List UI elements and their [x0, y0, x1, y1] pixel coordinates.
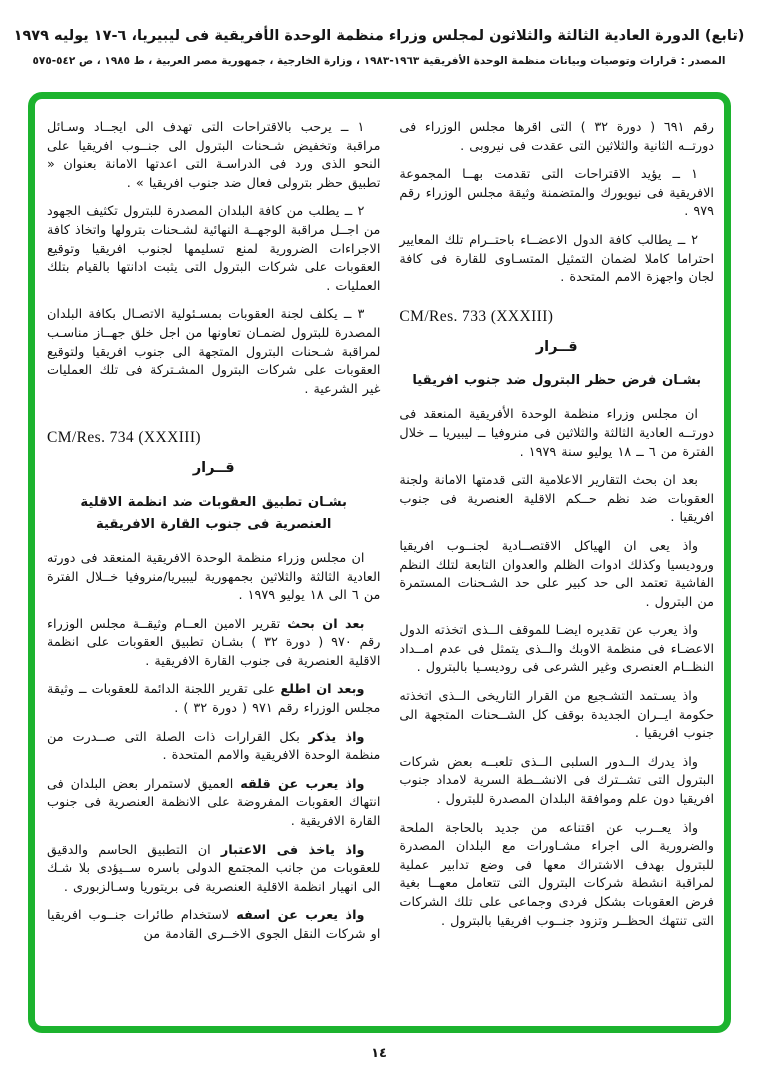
paragraph: واذ يعــرب عن اقتناعه من جديد بالحاجة الملحة والضرورية الى اجراء مشـاورات مع البلدان المصدرة للبترول بهدف الاشتراك معها فى وضع تدابير عملية لمراقبة انشطة شركات البترول التى تتعامل معهــا بغية فرض العقوبات بشكل فردى وجماعى على تلك الشركات التى تنتهك الحظــر وتزود جنــوب افريقيا بالبترول .	[399, 820, 714, 929]
paragraph	[47, 842, 380, 898]
paragraph: ١ ــ يؤيد الاقتراحات التى تقدمت بهــا المجموعة الافريقية فى نيويورك والمتضمنة وثيقة مجلس الوزراء رقم ٩٧٩ .	[399, 167, 714, 220]
session-title: (تابع) الدورة العادية الثالثة والثلاثون لمجلس وزراء منظمة الوحدة الأفريقية فى ليبيريا، ٦-١٧ يوليه ١٩٧٩	[13, 28, 745, 44]
resolution-title: قــرار	[535, 338, 578, 355]
page-number: ١٤	[371, 1046, 387, 1061]
paragraph: ان مجلس وزراء منظمة الوحدة الافريقية المنعقد فى دورته العادية الثالثة والثلاثين بجمهورية ليبيريا/منروفيا خــلال الفترة من ٦ الى ١٨ يوليو ١٩٧٩ .	[47, 550, 381, 604]
paragraph-body: ان التطبيق الحاسم والدقيق للعقوبات من جانب المجتمع الدولى باسره ســيؤدى بلا شـك الى انهيار انظمة الاقلية العنصرية فى بريتوريا وسـالزبورى .	[47, 842, 381, 895]
paragraph	[47, 729, 380, 766]
paragraph: ١ ــ يرحب بالاقتراحات التى تهدف الى ايجــاد وسـائل مراقبة وتخفيض شـحنات البترول الى جنــوب افريقيا على النحو الذى ورد فى الدراسـة التى اعدتها الامانة بعنوان « تطبيق حظر بترولى فعال ضد جنوب افريقيا » .	[47, 120, 381, 191]
resolution-title: قــرار	[192, 460, 235, 477]
paragraph: ان مجلس وزراء منظمة الوحدة الأفريقية المنعقد فى دورتــه العادية الثالثة والثلاثين فى منروفيا ــ ليبيريا ــ خلال الفترة من ٦ ــ ١٨ يوليو سنة ١٩٧٩ .	[399, 407, 714, 460]
column-left	[47, 119, 380, 1016]
paragraph	[47, 616, 380, 672]
paragraph: بعد ان بحث التقارير الاعلامية التى قدمتها الامانة ولجنة العقوبات ضد نظم حــكم الاقلية العنصرية فى جنوب افريقيا .	[399, 473, 714, 526]
page-header	[0, 26, 758, 67]
subtitle-line: العنصرية فى جنوب القارة الافريقية	[95, 516, 332, 532]
paragraph: واذ يعى ان الهياكل الاقتصــادية لجنــوب افريقيا وروديسيا وكذلك ادوات الظلم والعدوان التابعة لتلك النظم الفاشية تعتمد الى حد كبير على حد الشـحنات المستمرة من البترول .	[399, 538, 714, 610]
paragraph: ٢ ــ يطالب كافة الدول الاعضــاء باحتــرام تلك المعايير احتراما كاملا لضمان التمثيل المتسـاوى للقارة فى كافة لجان واجهزة الامم المتحدة .	[399, 232, 714, 286]
paragraph-body: لاستخدام طائرات جنــوب افريقيا او شركات النقل الجوى الاخــرى القادمة من	[47, 908, 381, 942]
resolution-reference: CM/Res. 734 (XXXIII)	[47, 429, 201, 447]
paragraph-body: بكل القرارات ذات الصلة التى صــدرت من منظمة الوحدة الافريقية والامم المتحدة .	[47, 729, 381, 764]
paragraph: ٢ ــ يطلب من كافة البلدان المصدرة للبترول تكثيف الجهود من اجــل مراقبة الوجهــة النهائية لشـحنات بترولها واتخاذ كافة الاجراءات الضرورية لمنع تسليمها لجنوب افريقيا وتوقيع العقوبات على شركات البترول التى يثبت ادانتها بالقيام بتلك العمليات .	[47, 204, 381, 294]
paragraph-body: على تقرير اللجنة الدائمة للعقوبات ــ وثيقة مجلس الوزراء رقم ٩٧١ ( دورة ٣٢ ) .	[47, 682, 381, 717]
resolution-reference: CM/Res. 733 (XXXIII)	[399, 307, 554, 325]
paragraph-lead: بعد ان بحث	[287, 616, 365, 632]
column-right	[399, 119, 714, 1016]
paragraph: واذ يعرب عن تقديره ايضـا للموقف الــذى اتخذته الدول الاعضـاء فى منظمة الاوبك والــذى يتمثل فى عدم امــداد النظــام العنصرى وغير الشرعى فى روديسـيا بالبترول .	[399, 623, 714, 676]
green-border-frame	[28, 92, 731, 1033]
paragraph: واذ يدرك الــدور السلبى الــذى تلعبــه بعض شركات البترول التى تشــترك فى الانشــطة السرية لامداد جنوب افريقيا دون علم وموافقة البلدان المصدرة للبترول .	[399, 754, 714, 808]
resolution-subtitle	[47, 492, 380, 536]
paragraph	[47, 776, 380, 832]
paragraph	[47, 681, 380, 718]
paragraph-lead: وبعد ان اطلع	[280, 682, 365, 698]
paragraph: رقم ٦٩١ ( دورة ٣٢ ) التى اقرها مجلس الوزراء فى دورتــه الثانية والثلاثين التى عقدت فى نيروبى .	[399, 120, 714, 154]
paragraph-lead: واذ ياخذ فى الاعتبار	[220, 842, 365, 858]
subtitle-line: بشـان تطبيق العقوبات ضد انظمة الاقلية	[80, 494, 347, 510]
paragraph: ٣ ــ يكلف لجنة العقوبات بمسـئولية الاتصـال بكافة البلدان المصدرة للبترول لضمـان تعاونها من اجل خلق جهــاز مناسـب لمراقبة شـحنات البترول المتجهة الى جنوب افريقيا ولتوقيع العقوبات على شركات البترول المشـتركة فى تلك العمليات غير الشرعية .	[47, 307, 381, 397]
paragraph-lead: واذ يعرب عن اسفه	[236, 908, 365, 924]
paragraph-lead: واذ يعرب عن قلقه	[240, 776, 365, 792]
source-citation: المصدر : قرارات وتوصيات وبيانات منظمة الوحدة الأفريقية ١٩٦٣-١٩٨٣ ، وزارة الخارجية ، جمهورية مصر العربية ، ط ١٩٨٥ ، ص ٥٤٢-٥٧٥	[32, 55, 726, 67]
paragraph	[47, 907, 380, 944]
resolution-subtitle: بشـان فرض حظر البترول ضد جنوب افريقيا	[412, 373, 702, 389]
paragraph-body: العميق لاستمرار بعض البلدان فى انتهاك العقوبات المفروضة على الانظمة العنصرية فى جنوب القارة الافريقية .	[47, 776, 381, 830]
paragraph-body: تقرير الامين العــام وثيقــة مجلس الوزراء رقم ٩٧٠ ( دورة ٣٢ ) بشـان تطبيق العقوبات على انظمة الاقلية العنصرية فى جنوب القارة الافريقية .	[47, 616, 381, 669]
paragraph: واذ يسـتمد التشـجيع من القرار التاريخى الــذى اتخذته حكومة ايــران الجديدة بوقف كل الشــحنات المتجهة الى جنوب افريقيا .	[399, 689, 714, 742]
paragraph-lead: واذ يذكر	[308, 729, 365, 745]
